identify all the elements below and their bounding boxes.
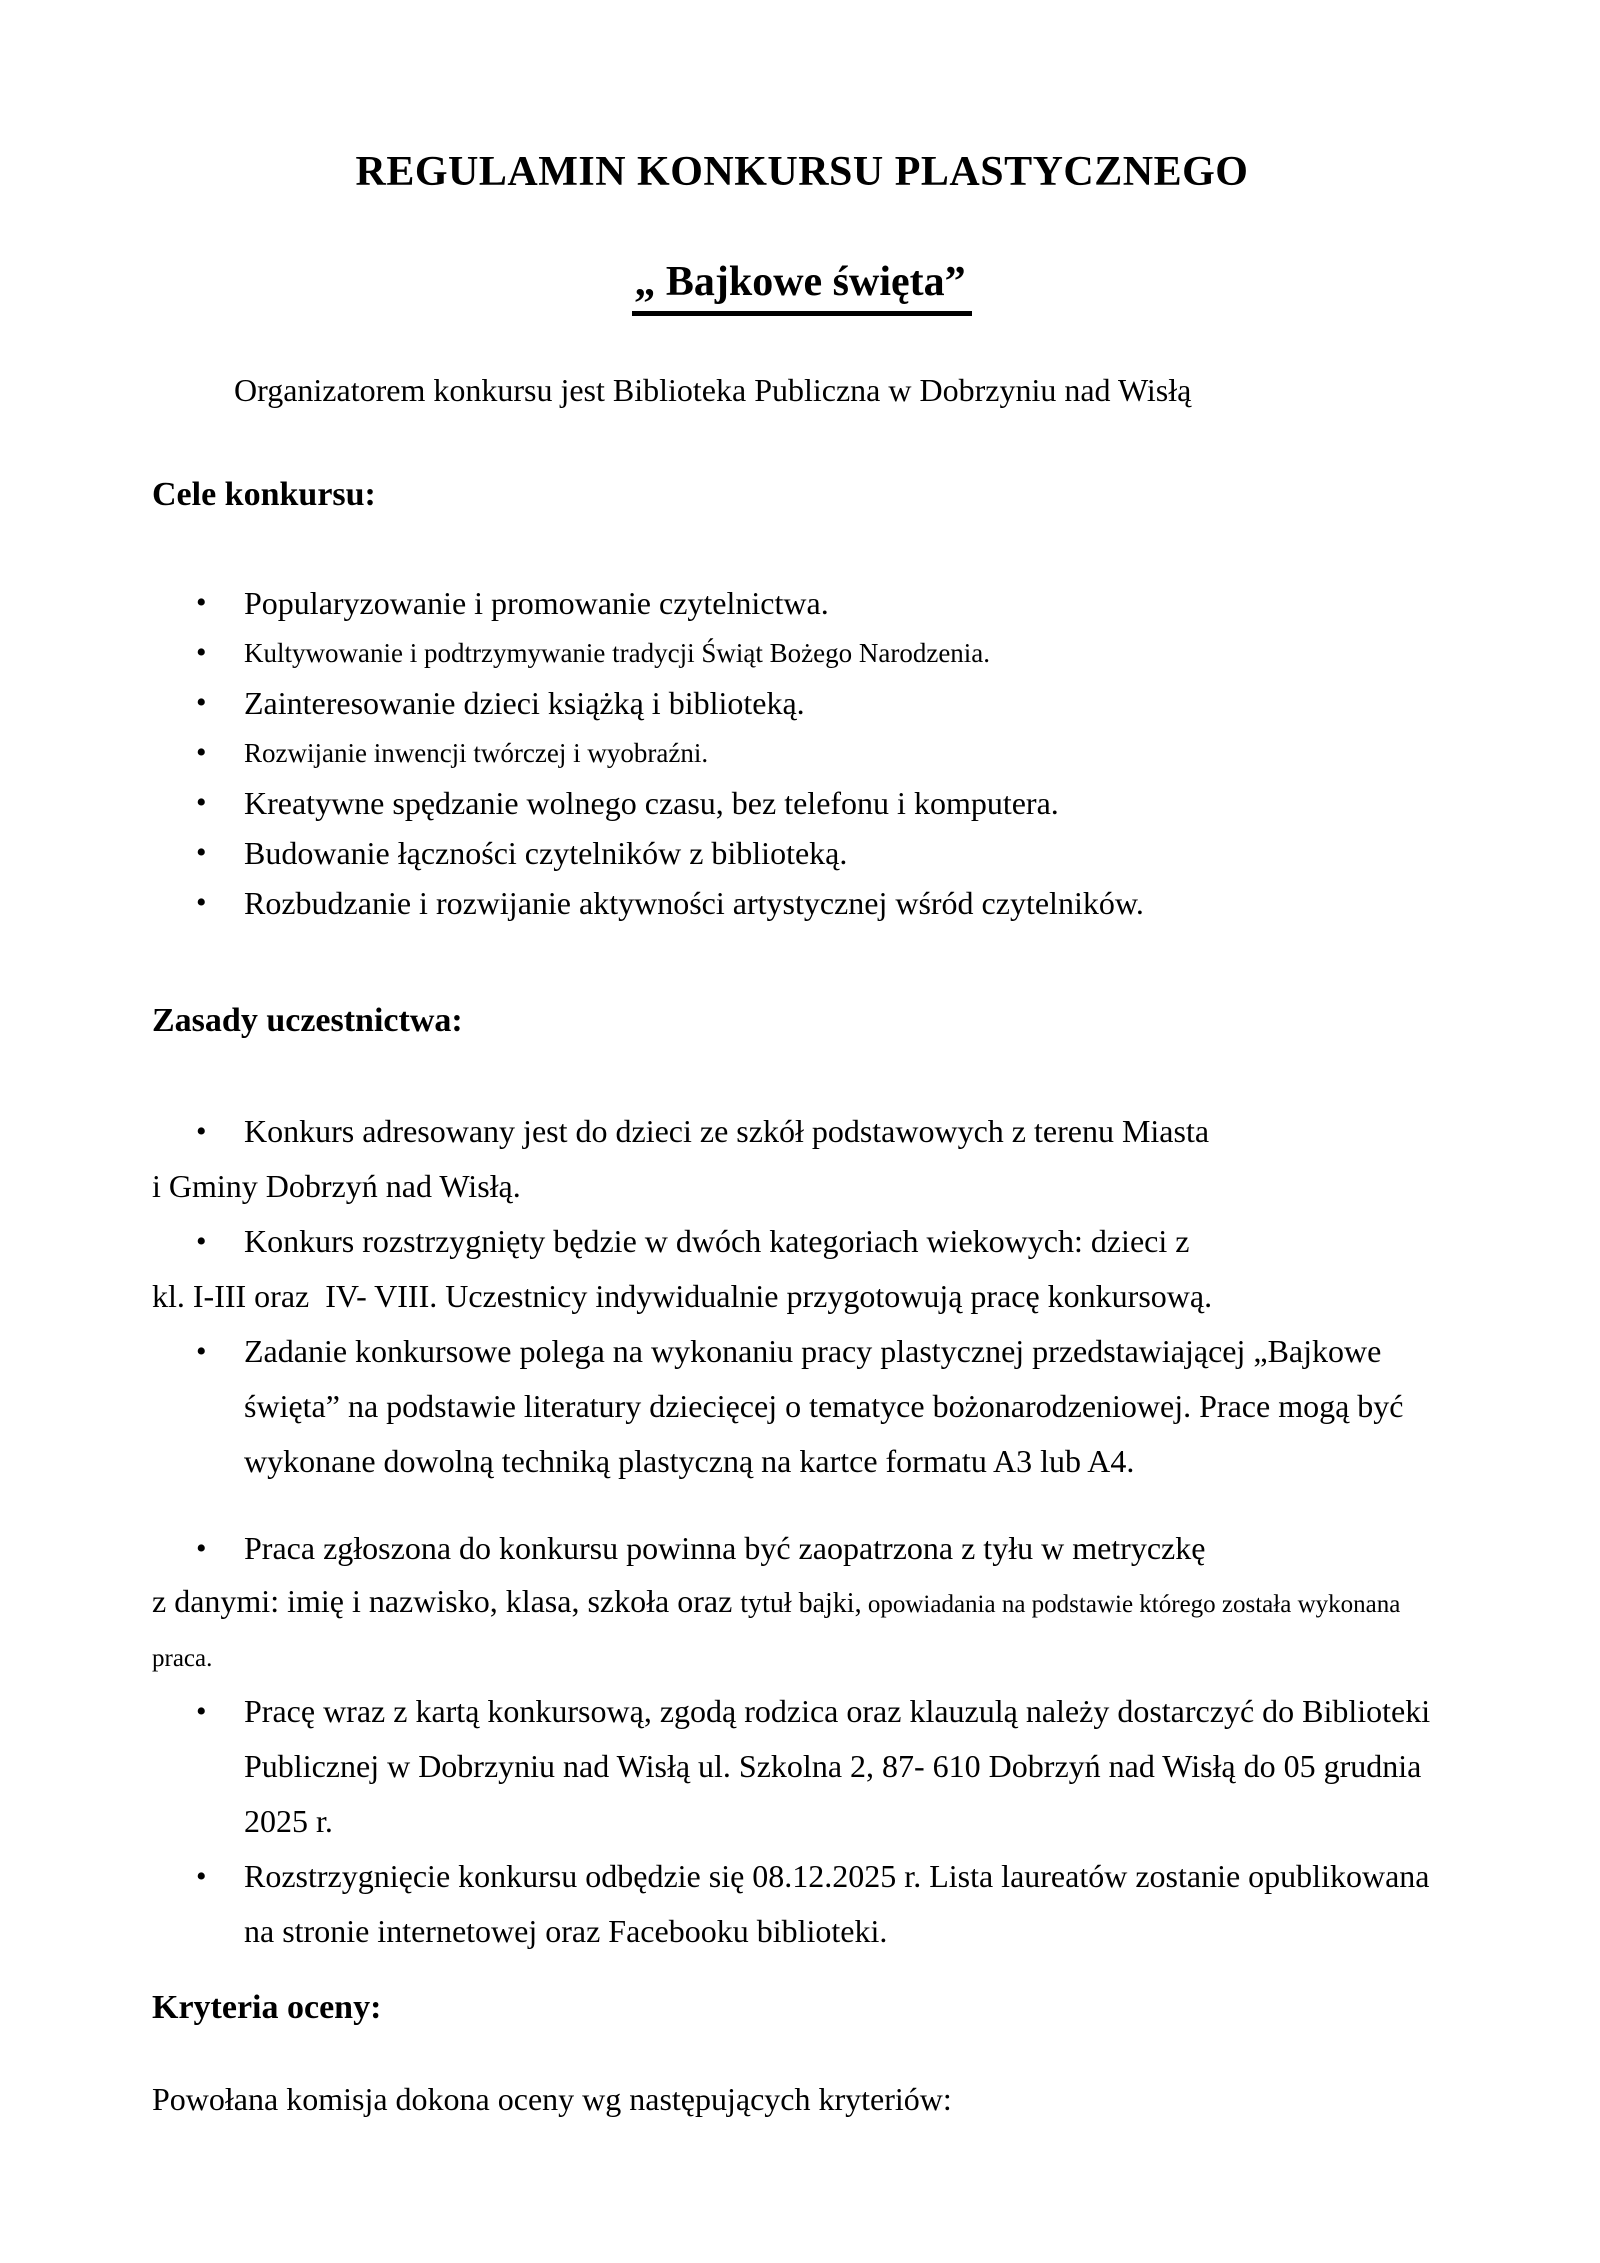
goals-list: [152, 578, 1452, 928]
list-item-text: Kultywowanie i podtrzymywanie tradycji Świąt Bożego Narodzenia.: [244, 638, 991, 668]
bullet-marker: •: [196, 786, 207, 819]
section-heading-goals: Cele konkursu:: [152, 476, 376, 513]
bullet-marker: •: [196, 736, 207, 769]
continuation-paragraph: [152, 1576, 1452, 1684]
list-item: [152, 778, 1452, 828]
bullet-marker: •: [196, 1335, 207, 1368]
continuation-paragraph: i Gminy Dobrzyń nad Wisłą.: [152, 1168, 521, 1204]
list-item-text: Rozstrzygnięcie konkursu odbędzie się 08.12.2025 r. Lista laureatów zostanie opublikowana na stronie internetowej oraz Facebooku biblioteki.: [244, 1858, 1430, 1949]
bullet-marker: •: [196, 636, 207, 669]
criteria-intro-paragraph: Powołana komisja dokona oceny wg następujących kryteriów:: [152, 2081, 952, 2117]
bullet-marker: •: [196, 836, 207, 869]
text-segment: tytuł bajki,: [740, 1588, 862, 1619]
list-item: [152, 1104, 1452, 1159]
bullet-marker: •: [196, 586, 207, 619]
continuation-paragraph: kl. I-III oraz IV- VIII. Uczestnicy indywidualnie przygotowują pracę konkursową.: [152, 1278, 1213, 1314]
list-item: [152, 1324, 1452, 1489]
bullet-marker: •: [196, 1695, 207, 1728]
page-title: REGULAMIN KONKURSU PLASTYCZNEGO: [355, 149, 1249, 195]
bullet-marker: •: [196, 1532, 207, 1565]
list-item: [152, 578, 1452, 628]
list-item-text: Zainteresowanie dzieci książką i biblioteką.: [244, 685, 805, 721]
page-subtitle: [152, 258, 1452, 316]
list-item-text: Budowanie łączności czytelników z biblioteką.: [244, 835, 848, 871]
section-heading-criteria: Kryteria oceny:: [152, 1989, 382, 2026]
organizer-paragraph: Organizatorem konkursu jest Biblioteka Publiczna w Dobrzyniu nad Wisłą: [234, 372, 1192, 408]
list-item-text: Konkurs rozstrzygnięty będzie w dwóch kategoriach wiekowych: dzieci z: [244, 1223, 1190, 1259]
text-segment: z danymi: imię i nazwisko, klasa, szkoła oraz: [152, 1583, 741, 1619]
list-item-text: Kreatywne spędzanie wolnego czasu, bez telefonu i komputera.: [244, 785, 1059, 821]
list-item: [152, 1214, 1452, 1269]
list-item-text: Zadanie konkursowe polega na wykonaniu pracy plastycznej przedstawiającej „Bajkowe święta” na podstawie literatury dziecięcej o tematyce bożonarodzeniowej. Prace mogą być wykonane dowolną techniką plastyczną na kartce formatu A3 lub A4.: [244, 1333, 1404, 1479]
list-item: [152, 1684, 1452, 1849]
bullet-marker: •: [196, 1225, 207, 1258]
bullet-marker: •: [196, 1115, 207, 1148]
list-item-text: Popularyzowanie i promowanie czytelnictwa.: [244, 585, 829, 621]
list-item-text: Rozbudzanie i rozwijanie aktywności artystycznej wśród czytelników.: [244, 885, 1144, 921]
section-heading-rules: Zasady uczestnictwa:: [152, 1002, 463, 1039]
bullet-marker: •: [196, 886, 207, 919]
subtitle-underlined-text: „ Bajkowe święta”: [632, 258, 971, 316]
bullet-marker: •: [196, 686, 207, 719]
list-item: [152, 728, 1452, 778]
list-item-text: Pracę wraz z kartą konkursową, zgodą rodzica oraz klauzulą należy dostarczyć do Biblioteki Publicznej w Dobrzyniu nad Wisłą ul. Szkolna 2, 87- 610 Dobrzyń nad Wisłą do 05 grudnia 2025 r.: [244, 1693, 1431, 1839]
list-item: [152, 678, 1452, 728]
text-segment: opowiadania na podstawie którego została wykonana praca.: [152, 1591, 1407, 1672]
list-item-text: Konkurs adresowany jest do dzieci ze szkół podstawowych z terenu Miasta: [244, 1113, 1210, 1149]
bullet-marker: •: [196, 1860, 207, 1893]
list-item: [152, 628, 1452, 678]
list-item: [152, 828, 1452, 878]
rules-list: [152, 1104, 1452, 1959]
list-item-text: Praca zgłoszona do konkursu powinna być zaopatrzona z tyłu w metryczkę: [244, 1530, 1206, 1566]
list-item: [152, 1849, 1452, 1959]
list-item: [152, 878, 1452, 928]
list-item-text: Rozwijanie inwencji twórczej i wyobraźni.: [244, 738, 709, 768]
list-item: [152, 1521, 1452, 1576]
